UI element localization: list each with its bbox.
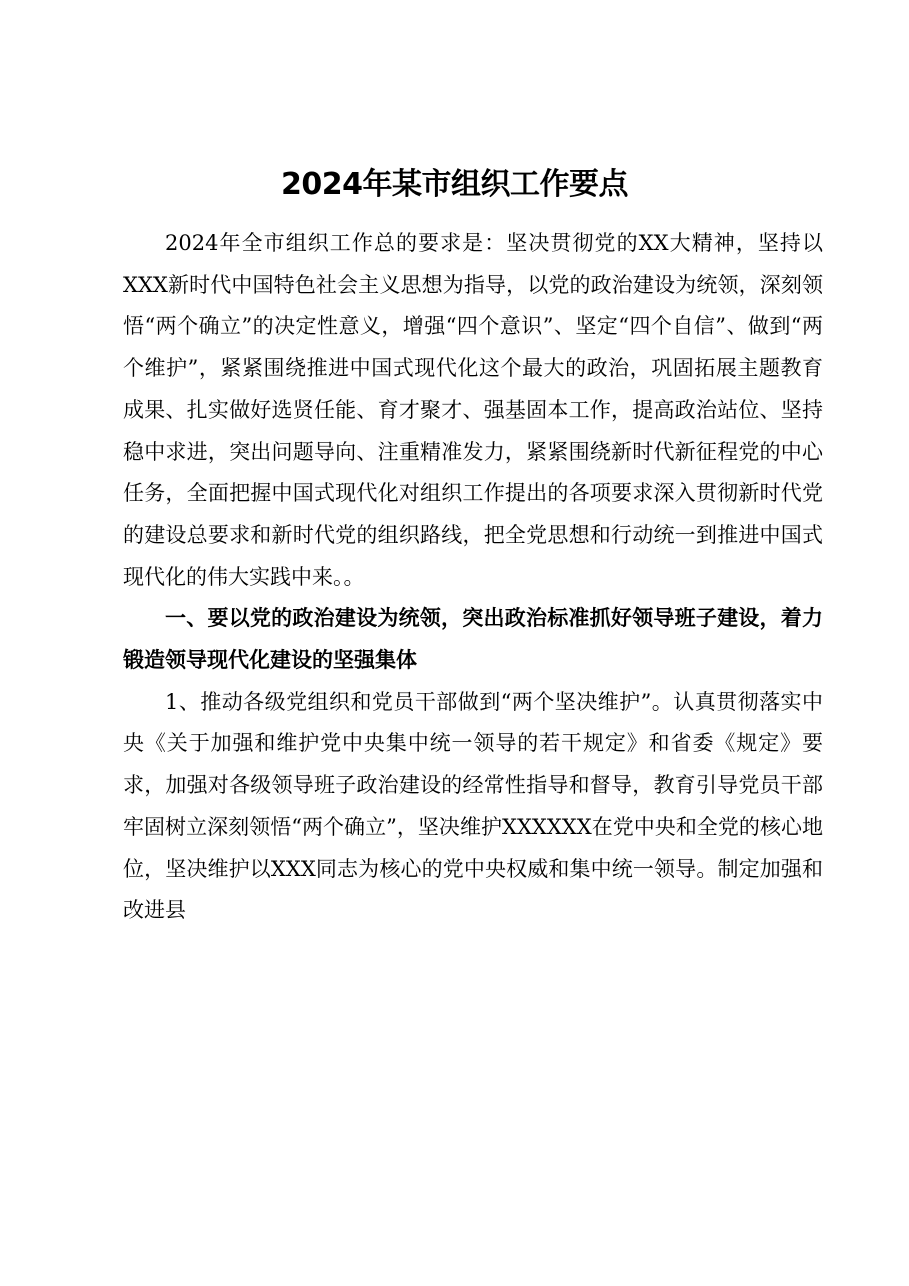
item-paragraph-1: 1、推动各级党组织和党员干部做到“两个坚决维护”。认真贯彻落实中央《关于加强和维护党中央集中统一领导的若干规定》和省委《规定》要求，加强对各级领导班子政治建设的经常性指导和督导，教育引导党员干部牢固树立深刻领悟“两个确立”，坚决维护XXXXXX在党中央和全党的核心地位，坚决维护以XXX同志为核心的党中央权威和集中统一领导。制定加强和改进县 (123, 689, 823, 923)
document-body (123, 223, 823, 932)
document-title: 2024年某市组织工作要点 (281, 167, 628, 202)
intro-paragraph: 2024年全市组织工作总的要求是：坚决贯彻党的XX大精神，坚持以XXX新时代中国特色社会主义思想为指导，以党的政治建设为统领，深刻领悟“两个确立”的决定性意义，增强“四个意识”、坚定“四个自信”、做到“两个维护”，紧紧围绕推进中国式现代化这个最大的政治，巩固拓展主题教育成果、扎实做好选贤任能、育才聚才、强基固本工作，提高政治站位、坚持稳中求进，突出问题导向、注重精准发力，紧紧围绕新时代新征程党的中心任务，全面把握中国式现代化对组织工作提出的各项要求深入贯彻新时代党的建设总要求和新时代党的组织路线，把全党思想和行动统一到推进中国式现代化的伟大实践中来。。 (123, 231, 823, 589)
section-heading-1: 一、要以党的政治建设为统领，突出政治标准抓好领导班子建设，着力锻造领导现代化建设的坚强集体 (123, 606, 823, 673)
